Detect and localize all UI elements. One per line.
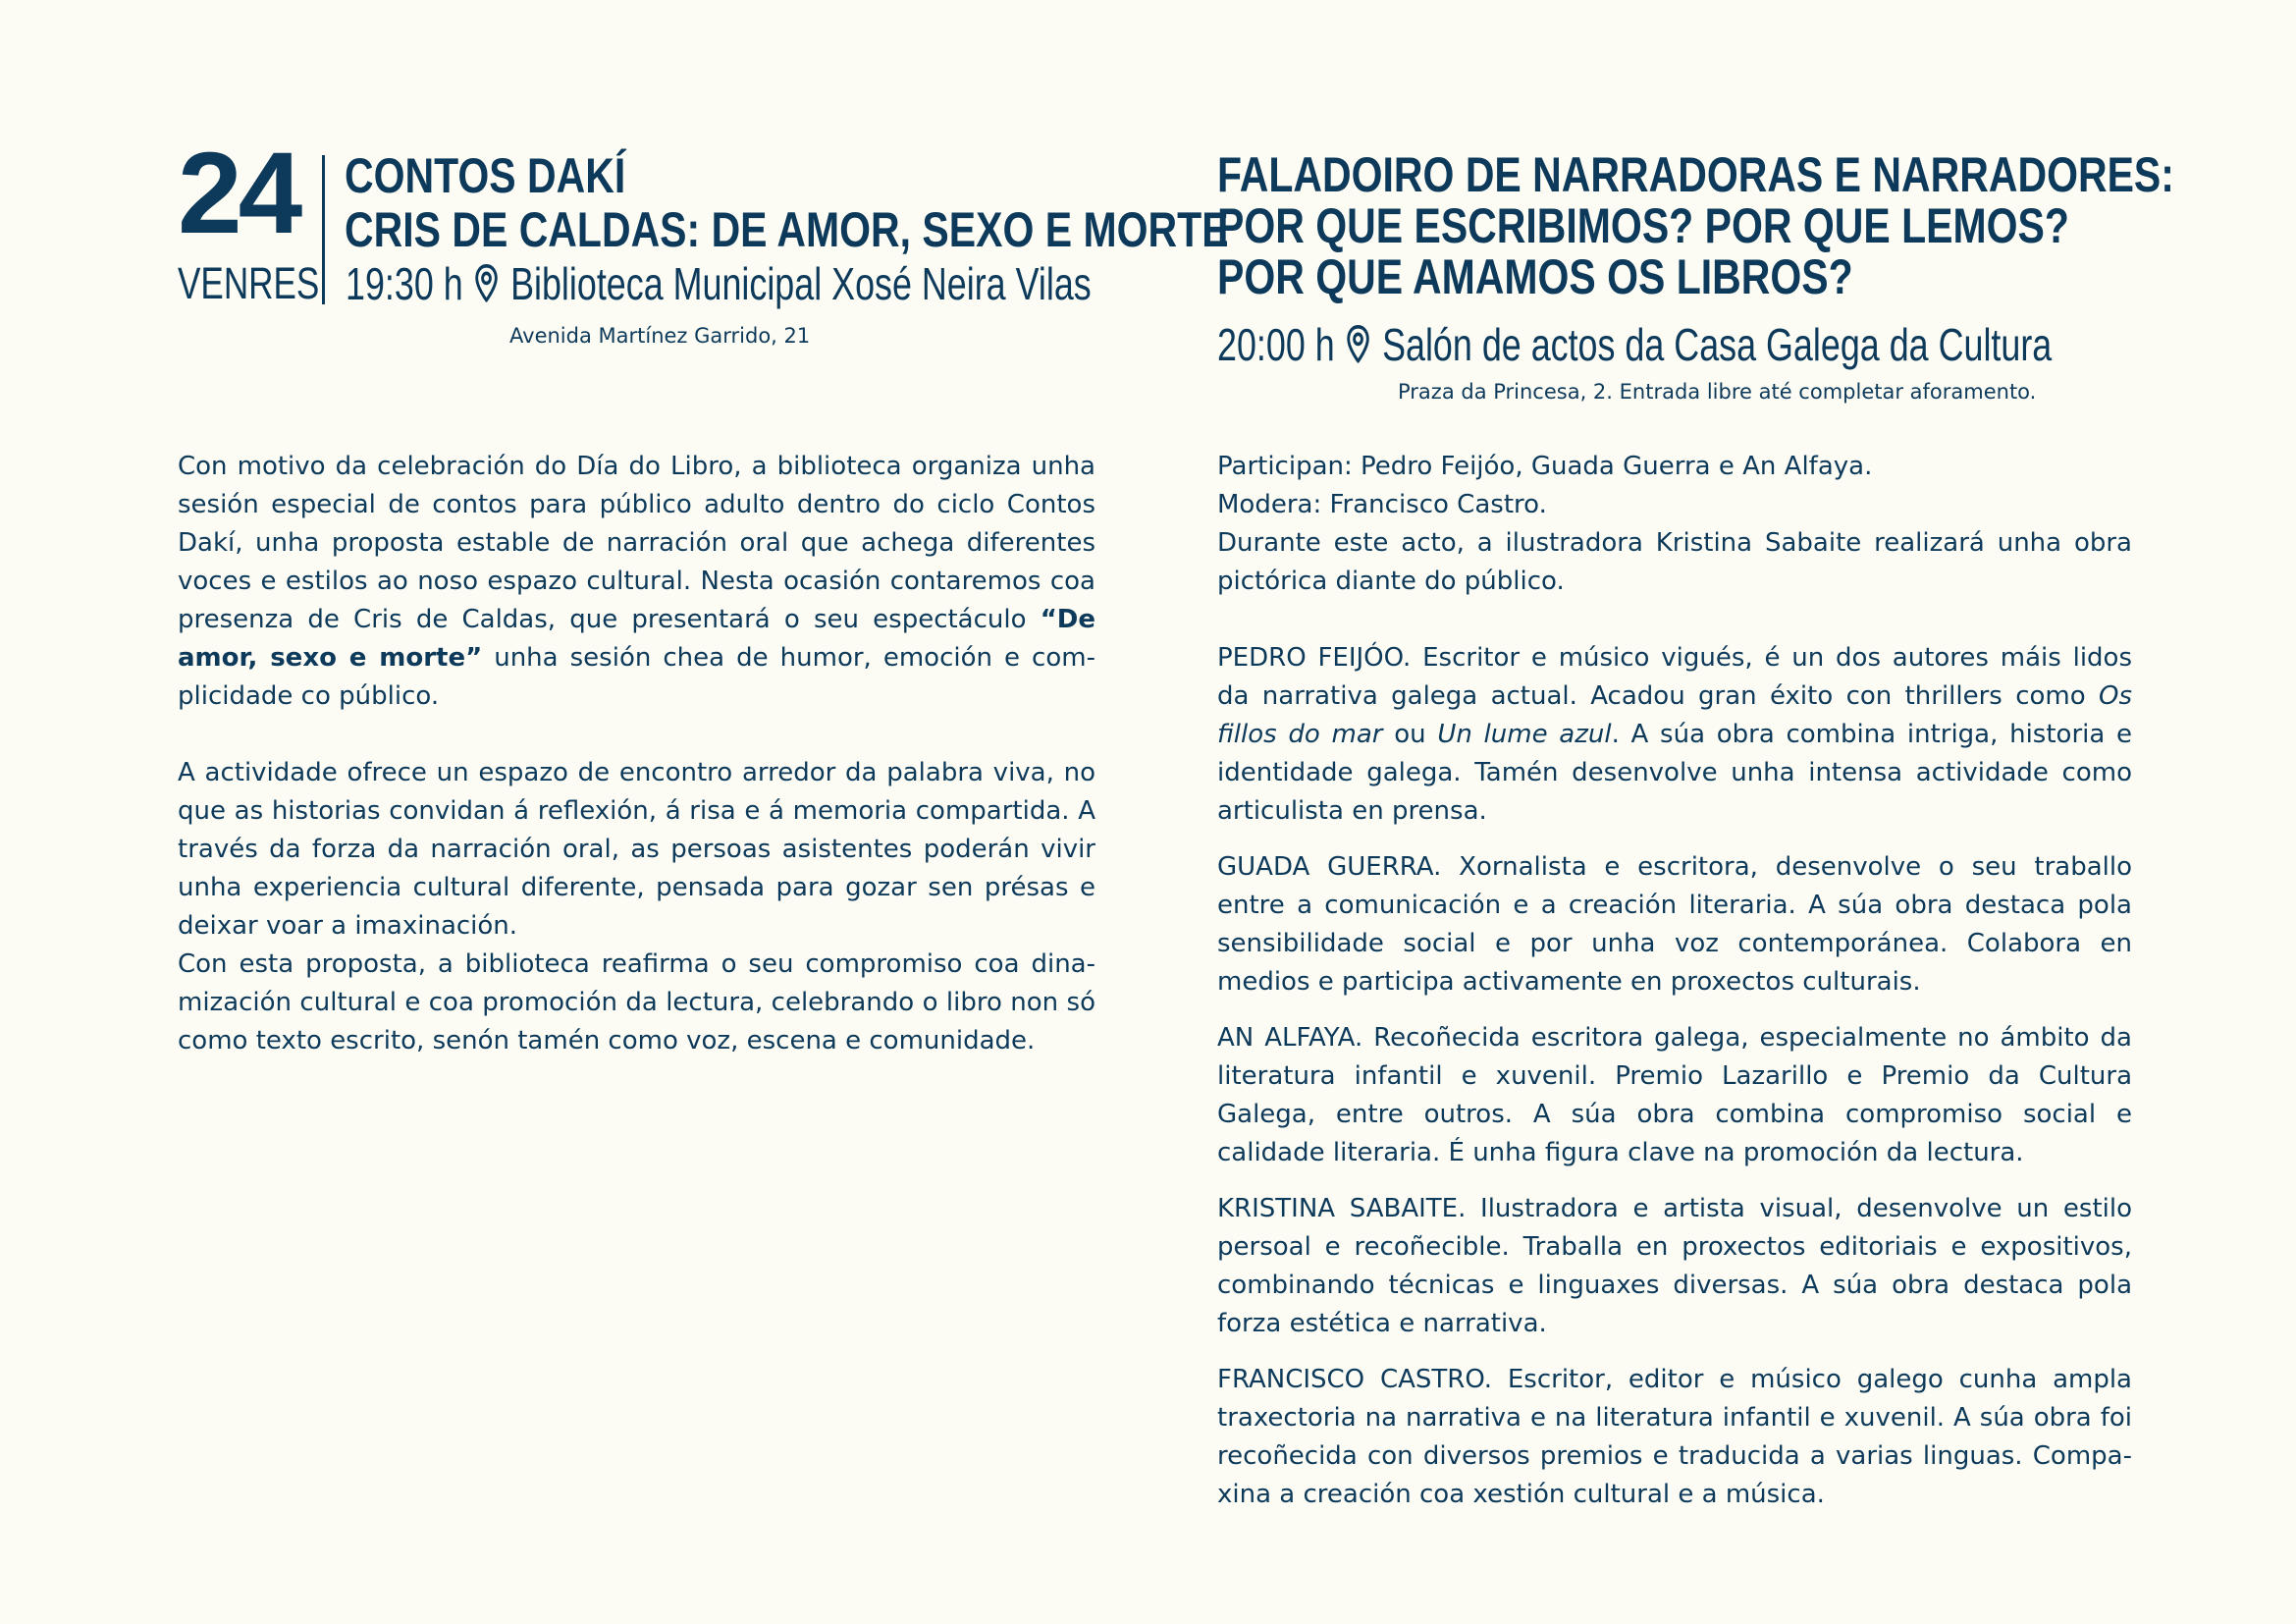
event-title-faladoiro: [1217, 149, 2174, 302]
bio-text: PEDRO FEIJÓO. Escritor e músico vigués, é un dos autores máis lidos da narrativa galega actual. Acadou gran éxito con thrillers como: [1217, 643, 2132, 711]
book-title: Os fillos do mar: [1217, 681, 2132, 749]
bio-kristina-sabaite: KRISTINA SABAITE. Ilustradora e artista visual, desenvolve un estilo persoal e recoñecible. Traballa en proxectos editoriais e expositivos, combinando técnicas e linguaxes diversas. A súa obra destaca pola forza estética e narrativa.: [1217, 1194, 2132, 1338]
bio-text: . A súa obra combina intriga, historia e identidade galega. Tamén desenvolve unha intensa actividade como articulista en prensa.: [1217, 720, 2132, 826]
day-number: 24: [178, 129, 299, 258]
show-title: “De amor, sexo e morte”: [178, 605, 1095, 673]
event-title-line: POR QUE ESCRIBIMOS? POR QUE LEMOS?: [1217, 198, 2069, 253]
day-name: VENRES: [178, 258, 320, 308]
event-time-venue: [346, 258, 1092, 309]
event-address: Praza da Princesa, 2. Entrada libre até completar aforamento.: [1398, 380, 2037, 404]
paragraph: A actividade ofrece un espazo de encontro arredor da palabra viva, no que as historias convidan á reflexión, á risa e á memoria compartida. A través da forza da narración oral, as persoas asistentes poderán vivir unha experiencia cultural diferente, pensada para gozar sen présas e deixar voar a imaxinación.: [178, 758, 1095, 941]
book-title: Un lume azul: [1437, 720, 1612, 749]
moderator: Modera: Francisco Castro.: [1217, 490, 1547, 519]
event-title-line: CONTOS DAKÍ: [345, 148, 626, 203]
event-venue: Salón de actos da Casa Galega da Cultura: [1382, 319, 2053, 370]
event-title-line: FALADOIRO DE NARRADORAS E NARRADORES:: [1217, 147, 2174, 202]
bio-an-alfaya: AN ALFAYA. Recoñecida escritora galega, especialmente no ámbito da literatura infantil e xuvenil. Premio Lazarillo e Premio da Cultura Galega, entre outros. A súa obra combina compromiso social e calidade literaria. É unha figura clave na promoción da lectura.: [1217, 1023, 2132, 1167]
bio-text: ou: [1382, 720, 1438, 749]
location-pin-icon: [1346, 324, 1372, 365]
event-description: [178, 448, 1095, 1060]
event-title-line: POR QUE AMAMOS OS LIBROS?: [1217, 249, 1853, 304]
location-pin-icon: [474, 263, 501, 304]
event-title-contos-daki: [345, 149, 1229, 257]
bio-guada-guerra: GUADA GUERRA. Xornalista e escritora, desenvolve o seu traballo entre a comunicación e a creación literaria. A súa obra destaca pola sensibilidade social e por unha voz contemporánea. Colabora en medios e participa activamente en proxectos culturais.: [1217, 852, 2132, 997]
live-art-note: Durante este acto, a ilustradora Kristina Sabaite realizará unha obra pictórica diante do público.: [1217, 528, 2132, 596]
bio-pedro-feijoo: [1217, 639, 2132, 831]
event-time: 20:00 h: [1217, 319, 1335, 370]
bio-francisco-castro: FRANCISCO CASTRO. Escritor, editor e músico galego cunha ampla traxectoria na narrativa e na literatura infantil e xuvenil. A súa obra foi recoñecida con diversos premios e traducida a varias linguas. Compaxina a creación coa xestión cultural e a música.: [1217, 1365, 2132, 1509]
participants: Participan: Pedro Feijóo, Guada Guerra e An Alfaya.: [1217, 452, 1873, 481]
event-venue: Biblioteca Municipal Xosé Neira Vilas: [510, 258, 1092, 309]
event-intro: [1217, 448, 2132, 524]
date-divider: [322, 155, 325, 304]
event-title-line: CRIS DE CALDAS: DE AMOR, SEXO E MORTE: [345, 202, 1229, 257]
event-address: Avenida Martínez Garrido, 21: [509, 324, 811, 348]
paragraph-text: unha sesión chea de humor, emoción e complicidade co público.: [178, 643, 1095, 711]
paragraph: Con esta proposta, a biblioteca reafirma o seu compromiso coa dinamización cultural e coa promoción da lectura, celebrando o libro non só como texto escrito, senón tamén como voz, escena e comunidade.: [178, 949, 1095, 1056]
paragraph-text: Con motivo da celebración do Día do Libro, a biblioteca organiza unha sesión especial de contos para público adulto dentro do ciclo Contos Dakí, unha proposta estable de narración oral que achega diferentes voces e estilos ao noso espazo cultural. Nesta ocasión contaremos coa presenza de Cris de Caldas, que presentará o seu espectáculo: [178, 452, 1095, 634]
event-time: 19:30 h: [346, 258, 463, 309]
paragraph: [178, 448, 1095, 716]
event-time-venue: [1217, 319, 2053, 370]
event-description: [1217, 448, 2132, 1514]
